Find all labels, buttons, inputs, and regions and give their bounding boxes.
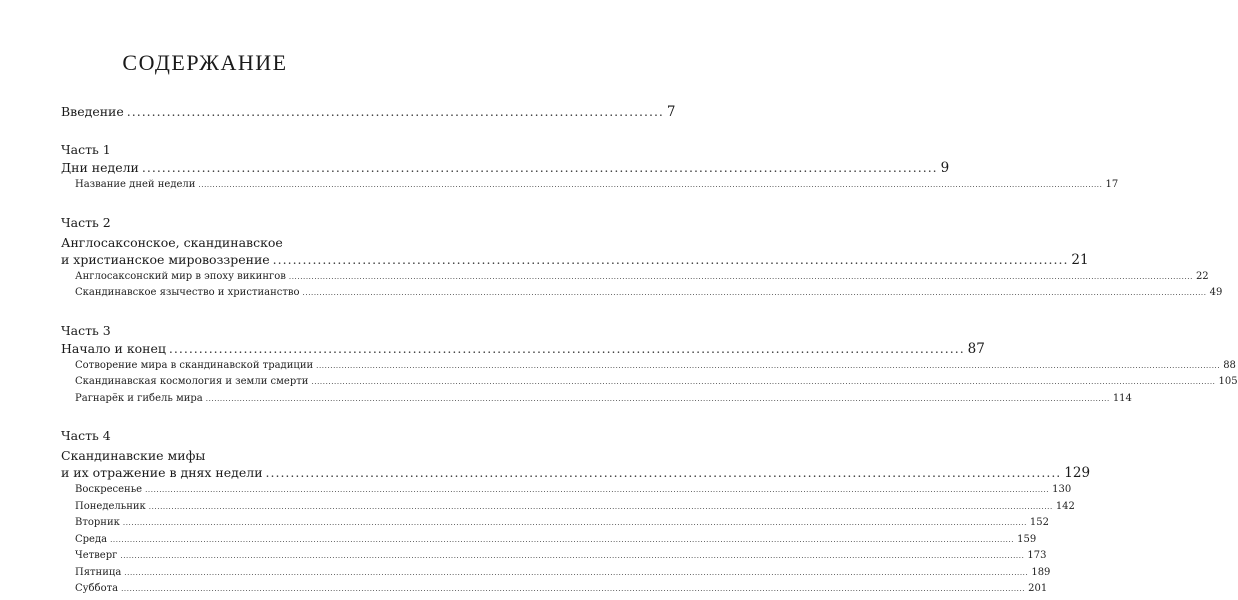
page-number: 105 (1218, 376, 1238, 387)
part-label: Часть 2 (61, 214, 111, 230)
toc-subentry[interactable] (61, 376, 1238, 393)
part-label: Часть 3 (61, 322, 111, 338)
toc-subentry[interactable] (61, 179, 1119, 196)
page-number: 129 (1064, 465, 1091, 481)
page-number: 88 (1223, 359, 1236, 371)
entry-label: Дни недели (61, 160, 139, 175)
dot-leader: ................................................................................................................................................................................................................................................................................................................................ (311, 378, 1216, 386)
toc-part-3 (61, 304, 1238, 410)
entry-label: Рагнарёк и гибель мира (75, 392, 203, 404)
toc-subentry[interactable] (61, 270, 1209, 288)
page-number: 114 (1112, 392, 1132, 404)
page-number: 201 (1028, 583, 1048, 594)
page-number: 49 (1209, 287, 1223, 298)
page-number: 22 (1195, 270, 1209, 282)
page-number: 17 (1105, 179, 1119, 190)
page-number: 7 (666, 104, 676, 120)
toc-subentry[interactable] (61, 484, 1072, 501)
entry-label: Вторник (75, 517, 120, 528)
page-number: 173 (1027, 550, 1047, 561)
dot-leader: ................................................................................................................................................................................................................................................................................................................................ (316, 361, 1221, 370)
spacer (61, 409, 358, 426)
entry-label: Название дней недели (75, 179, 196, 190)
dot-leader: ................................................................................................................................................................................................................................................................................................................................ (110, 535, 1015, 544)
toc-subentry[interactable] (61, 583, 1048, 600)
entry-label: и христианское мировоззрение (61, 251, 270, 267)
dot-leader: ................................................................................................................................................................ (272, 251, 1069, 267)
dot-leader: ................................................................................................................................................................................................................................................................................................................................ (122, 519, 1027, 527)
entry-label: Начало и конец (61, 340, 166, 356)
dot-leader: ................................................................................................................................................................ (168, 340, 965, 356)
page-title: СОДЕРЖАНИЕ (122, 50, 288, 75)
toc-subentry[interactable] (61, 287, 1223, 304)
toc-part-4 (61, 409, 1091, 600)
toc-entry-part-heading[interactable] (61, 160, 950, 179)
entry-label: Скандинавское язычество и христианство (75, 287, 300, 298)
part-label: Часть 4 (61, 428, 111, 443)
toc-subentry[interactable] (61, 550, 1047, 567)
dot-leader: ................................................................................................................................................................................................................................................................................................................................ (120, 552, 1025, 560)
toc-subentry[interactable] (61, 359, 1236, 377)
dot-leader: ................................................................................................................................................................................................................................................................................................................................ (121, 585, 1026, 593)
toc-subentry[interactable] (61, 517, 1050, 534)
toc-subentry[interactable] (61, 392, 1132, 410)
spacer (61, 123, 358, 140)
entry-label: Среда (75, 533, 108, 545)
toc-entry-part-heading[interactable] (61, 340, 985, 360)
entry-label: Введение (61, 104, 124, 119)
dot-leader: ................................................................................................................................................................................................................................................................................................................................ (198, 181, 1103, 189)
entry-label: Воскресенье (75, 484, 143, 495)
toc-subentry[interactable] (61, 500, 1075, 518)
dot-leader: ................................................................................................................................................................................................................................................................................................................................ (148, 502, 1053, 511)
page-number: 159 (1017, 533, 1037, 545)
dot-leader: ................................................................................................................................................................................................................................................................................................................................ (302, 289, 1207, 297)
page-number: 130 (1052, 484, 1072, 495)
page-number: 152 (1029, 517, 1050, 528)
dot-leader: ................................................................................................................................................................ (265, 465, 1062, 480)
part-heading-line: Англосаксонское, скандинавское (61, 234, 283, 250)
entry-label: Сотворение мира в скандинавской традиции (75, 359, 314, 371)
dot-leader: ................................................................................................................................................................................................................................................................................................................................ (288, 272, 1193, 281)
dot-leader: ................................................................................................................................................................................................................................................................................................................................ (145, 486, 1050, 494)
entry-label: Пятница (75, 566, 122, 578)
entry-label: Понедельник (75, 500, 146, 512)
toc-entry-introduction[interactable] (61, 104, 676, 123)
table-of-contents (61, 104, 1238, 600)
page-number: 189 (1031, 566, 1051, 578)
dot-leader: ................................................................................................................................................................ (141, 160, 938, 175)
spacer (61, 304, 358, 321)
dot-leader: ................................................................................................................................................................................................................................................................................................................................ (205, 394, 1110, 403)
dot-leader: ............................................................................................................ (126, 104, 664, 119)
toc-subentry[interactable] (61, 566, 1051, 584)
entry-label: Скандинавская космология и земли смерти (75, 376, 309, 387)
toc-part-2 (61, 196, 1223, 304)
part-heading-line: Скандинавские мифы (61, 448, 206, 463)
part-label: Часть 1 (61, 142, 111, 157)
spacer (61, 196, 358, 213)
page-number: 87 (967, 340, 985, 357)
entry-label: Четверг (75, 550, 118, 561)
toc-subentry[interactable] (61, 533, 1037, 551)
entry-label: Суббота (75, 583, 119, 594)
dot-leader: ................................................................................................................................................................................................................................................................................................................................ (124, 568, 1029, 577)
toc-part-1 (61, 123, 1119, 196)
page-number: 21 (1071, 251, 1089, 268)
toc-entry-part-heading[interactable] (61, 251, 1089, 271)
toc-entry-part-heading[interactable] (61, 465, 1091, 484)
toc-parts (61, 123, 1238, 600)
entry-label: и их отражение в днях недели (61, 465, 263, 480)
page-number: 142 (1055, 500, 1075, 512)
page-number: 9 (940, 160, 950, 176)
entry-label: Англосаксонский мир в эпоху викингов (75, 270, 286, 282)
